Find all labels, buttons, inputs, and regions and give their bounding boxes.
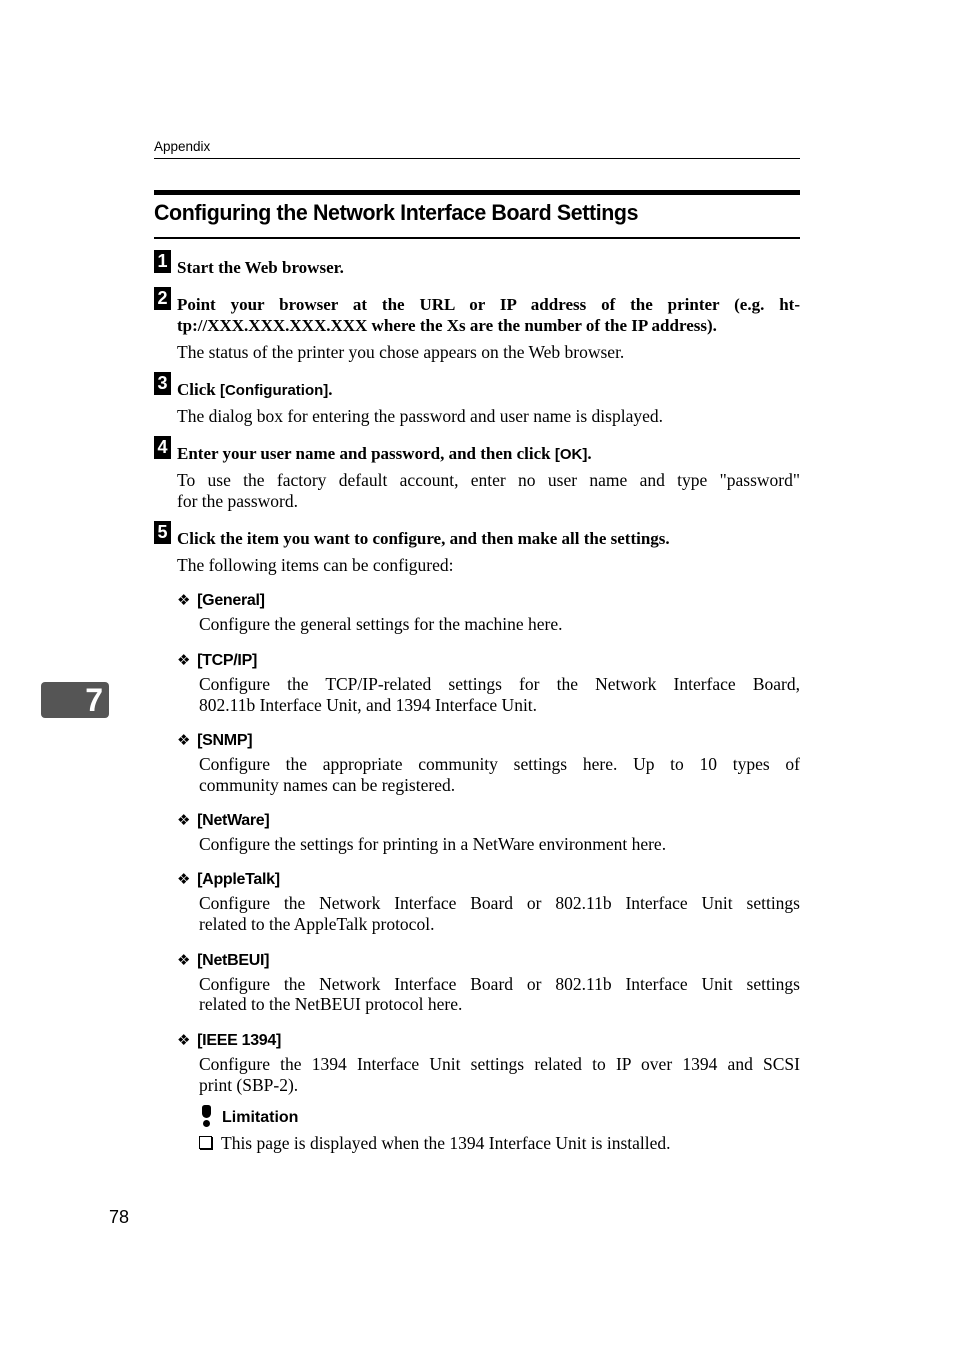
step-4-title-prefix: Enter your user name and password, and then click xyxy=(177,444,555,463)
item-name: [IEEE 1394] xyxy=(197,1032,282,1049)
item-name: [TCP/IP] xyxy=(197,652,257,669)
step-5-body: The following items can be configured: xyxy=(177,555,454,575)
step-5-number: 5 xyxy=(154,521,171,544)
item-netbeui-desc-line1: Configure the Network Interface Board or 802.11b Interface Unit settings xyxy=(199,974,800,994)
title-top-rule xyxy=(154,190,800,195)
step-2-title-line2: tp://XXX.XXX.XXX.XXX where the Xs are the number of the IP address). xyxy=(177,316,717,335)
diamond-bullet-icon: ❖ xyxy=(177,952,191,969)
step-3-title-suffix: . xyxy=(328,380,333,399)
step-3-title xyxy=(177,379,800,401)
item-netbeui-heading xyxy=(177,951,269,970)
step-3-body: The dialog box for entering the password and user name is displayed. xyxy=(177,406,663,426)
item-snmp-desc-line1: Configure the appropriate community settings here. Up to 10 types of xyxy=(199,754,800,774)
running-header: Appendix xyxy=(154,139,211,154)
item-name: [NetWare] xyxy=(197,812,270,829)
item-name: [AppleTalk] xyxy=(197,871,280,888)
step-2-title-line1: Point your browser at the URL or IP address of the printer (e.g. ht- xyxy=(177,295,800,314)
diamond-bullet-icon: ❖ xyxy=(177,732,191,749)
item-ieee1394-desc-line1: Configure the 1394 Interface Unit settings related to IP over 1394 and SCSI xyxy=(199,1054,800,1074)
item-tcpip-desc-line2: 802.11b Interface Unit, and 1394 Interface Unit. xyxy=(199,695,538,715)
item-name: [SNMP] xyxy=(197,732,253,749)
header-rule xyxy=(154,158,800,159)
item-ieee1394-desc-line2: print (SBP-2). xyxy=(199,1075,299,1095)
limitation-label: Limitation xyxy=(222,1109,299,1126)
exclamation-icon xyxy=(199,1105,214,1127)
step-4-title xyxy=(177,443,800,465)
step-4-number: 4 xyxy=(154,436,171,459)
item-ieee1394-heading xyxy=(177,1031,281,1050)
item-snmp-desc-line2: community names can be registered. xyxy=(199,775,456,795)
step-1-number: 1 xyxy=(154,250,171,273)
diamond-bullet-icon: ❖ xyxy=(177,1032,191,1049)
item-tcpip-desc-line1: Configure the TCP/IP-related settings for the Network Interface Board, xyxy=(199,674,800,694)
diamond-bullet-icon: ❖ xyxy=(177,812,191,829)
step-4-body-line2: for the password. xyxy=(177,491,299,511)
chapter-number: 7 xyxy=(85,682,103,718)
diamond-bullet-icon: ❖ xyxy=(177,652,191,669)
step-3-number: 3 xyxy=(154,372,171,395)
item-netware-desc: Configure the settings for printing in a NetWare environment here. xyxy=(199,834,667,854)
item-name: [NetBEUI] xyxy=(197,952,270,969)
limitation-heading xyxy=(199,1105,298,1127)
item-appletalk-heading xyxy=(177,870,280,889)
step-4-body-line1: To use the factory default account, enter no user name and type "password" xyxy=(177,470,800,490)
step-2-number: 2 xyxy=(154,287,171,310)
step-1-title: Start the Web browser. xyxy=(177,258,344,277)
limitation-item xyxy=(199,1133,671,1154)
item-snmp-heading xyxy=(177,731,252,750)
page-number: 78 xyxy=(109,1207,130,1227)
step-2-body: The status of the printer you chose appears on the Web browser. xyxy=(177,342,625,362)
item-netware-heading xyxy=(177,811,269,830)
ok-ui-label: [OK] xyxy=(554,446,588,463)
step-3-title-prefix: Click xyxy=(177,380,220,399)
diamond-bullet-icon: ❖ xyxy=(177,592,191,609)
item-general-desc: Configure the general settings for the machine here. xyxy=(199,614,563,634)
item-appletalk-desc-line2: related to the AppleTalk protocol. xyxy=(199,914,435,934)
page-title: Configuring the Network Interface Board Settings xyxy=(154,200,639,225)
step-5-title: Click the item you want to configure, and then make all the settings. xyxy=(177,529,670,548)
limitation-text: This page is displayed when the 1394 Interface Unit is installed. xyxy=(221,1133,671,1153)
configuration-ui-label: [Configuration] xyxy=(219,382,329,399)
title-bottom-rule xyxy=(154,237,800,239)
item-general-heading xyxy=(177,591,265,610)
item-name: [General] xyxy=(197,592,265,609)
item-appletalk-desc-line1: Configure the Network Interface Board or 802.11b Interface Unit settings xyxy=(199,893,800,913)
step-4-title-suffix: . xyxy=(587,444,592,463)
chapter-tab xyxy=(41,682,109,718)
checkbox-bullet-icon xyxy=(199,1136,212,1149)
item-netbeui-desc-line2: related to the NetBEUI protocol here. xyxy=(199,994,463,1014)
diamond-bullet-icon: ❖ xyxy=(177,871,191,888)
item-tcpip-heading xyxy=(177,651,257,670)
